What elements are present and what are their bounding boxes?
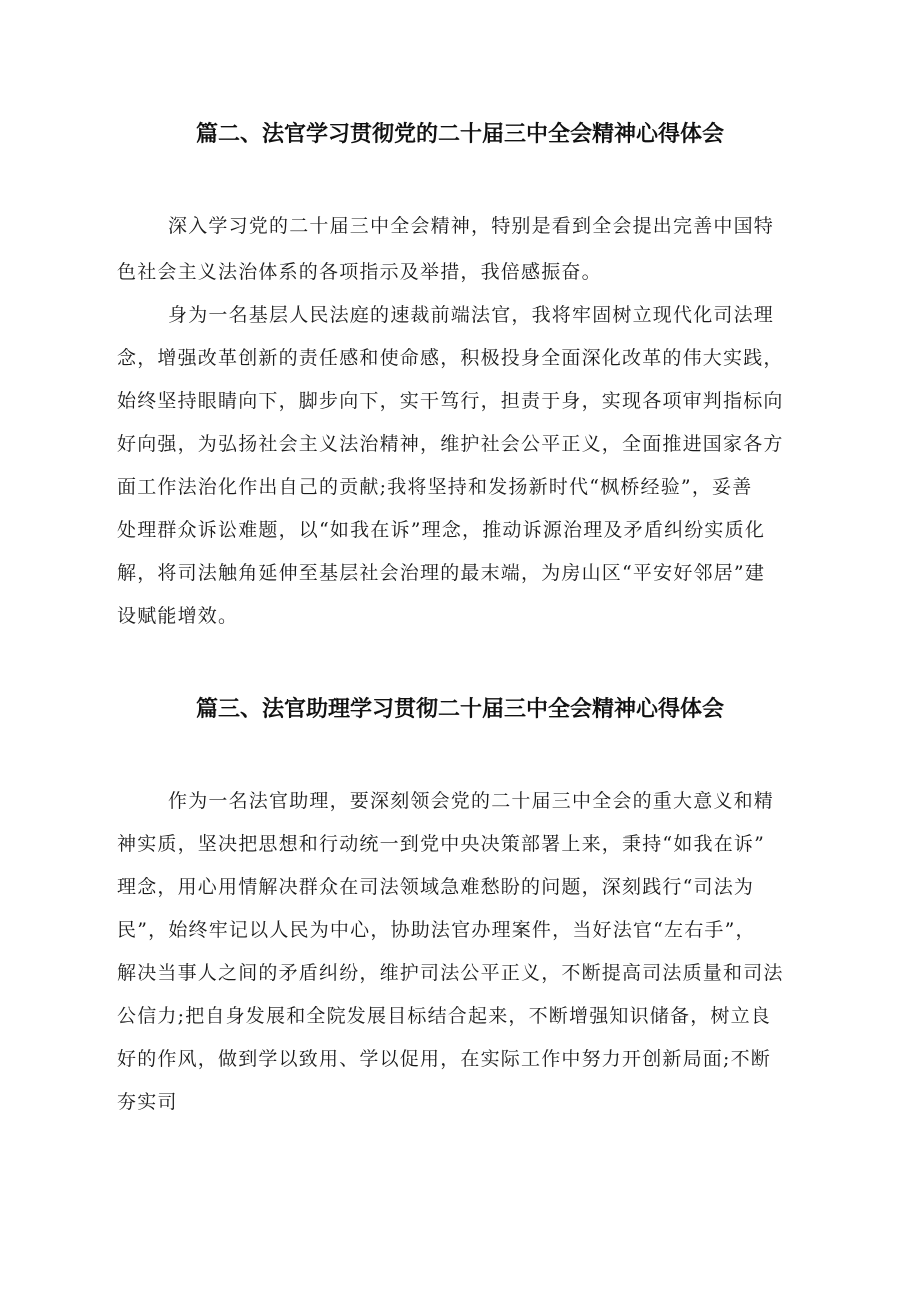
section2-p1-line1: 深入学习党的二十届三中全会精神，特别是看到全会提出完善中国特: [168, 215, 775, 237]
section3-p1-line8: 夯实司: [117, 1091, 178, 1113]
section3-p1-line5: 解决当事人之间的矛盾纠纷，维护司法公平正义，不断提高司法质量和司法: [117, 962, 784, 984]
section3-p1-line6: 公信力;把自身发展和全院发展目标结合起来，不断增强知识储备，树立良: [117, 1005, 772, 1027]
section3-p1-line3: 理念，用心用情解决群众在司法领域急难愁盼的问题，深刻践行“司法为: [117, 876, 755, 898]
section2-p2-line4: 好向强，为弘扬社会主义法治精神，维护社会公平正义，全面推进国家各方: [117, 433, 784, 455]
section2-p2-line6: 处理群众诉讼难题，以“如我在诉”理念，推动诉源治理及矛盾纠纷实质化: [117, 519, 766, 541]
section2-p2-line5: 面工作法治化作出自己的贡献;我将坚持和发扬新时代“枫桥经验”，妥善: [117, 476, 753, 498]
section3-title: 篇三、法官助理学习贯彻二十届三中全会精神心得体会: [195, 697, 724, 722]
section3-p1-line7: 好的作风，做到学以致用、学以促用，在实际工作中努力开创新局面;不断: [117, 1048, 772, 1070]
section2-p2-line8: 设赋能增效。: [117, 605, 239, 627]
section3-p1-line4: 民”，始终牢记以人民为中心，协助法官办理案件，当好法官“左右手”，: [117, 919, 756, 941]
section2-title: 篇二、法官学习贯彻党的二十届三中全会精神心得体会: [195, 122, 724, 147]
section2-p2-line2: 念，增强改革创新的责任感和使命感，积极投身全面深化改革的伟大实践，: [117, 347, 784, 369]
section2-p1-line2: 色社会主义法治体系的各项指示及举措，我倍感振奋。: [117, 261, 602, 283]
section3-p1-line1: 作为一名法官助理，要深刻领会党的二十届三中全会的重大意义和精: [168, 790, 775, 812]
section2-p2-line3: 始终坚持眼睛向下，脚步向下，实干笃行，担责于身，实现各项审判指标向: [117, 390, 784, 412]
section2-p2-line7: 解，将司法触角延伸至基层社会治理的最末端，为房山区“平安好邻居”建: [117, 562, 766, 584]
section2-p2-line1: 身为一名基层人民法庭的速裁前端法官，我将牢固树立现代化司法理: [168, 304, 775, 326]
section3-p1-line2: 神实质，坚决把思想和行动统一到党中央决策部署上来，秉持“如我在诉”: [117, 833, 766, 855]
